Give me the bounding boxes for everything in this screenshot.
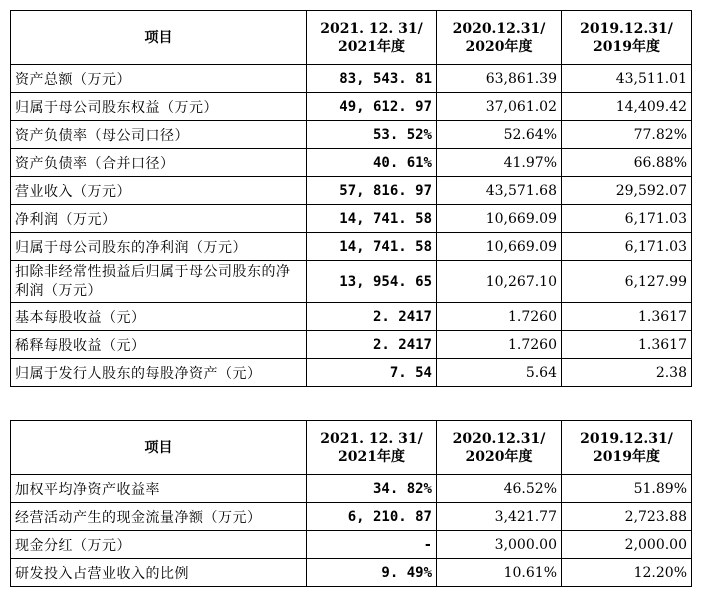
value-2020: 10,669.09 (437, 233, 562, 261)
table-row (11, 559, 692, 587)
value-2019: 2.38 (562, 359, 692, 387)
header-item: 项目 (11, 421, 307, 475)
financial-ratio-table (10, 420, 692, 587)
header-2019: 2019.12.31/ 2019年度 (562, 11, 692, 65)
value-2020: 10,669.09 (437, 205, 562, 233)
value-2021: 53. 52% (307, 121, 437, 149)
value-2021: 57, 816. 97 (307, 177, 437, 205)
value-2019: 12.20% (562, 559, 692, 587)
row-label: 基本每股收益（元） (11, 303, 307, 331)
value-2021: 13, 954. 65 (307, 261, 437, 303)
value-2019: 43,511.01 (562, 65, 692, 93)
value-2019: 51.89% (562, 475, 692, 503)
table-row (11, 149, 692, 177)
row-label: 归属于发行人股东的每股净资产（元） (11, 359, 307, 387)
header-item: 项目 (11, 11, 307, 65)
financial-summary-table (10, 10, 692, 387)
table-row (11, 261, 692, 303)
value-2020: 10,267.10 (437, 261, 562, 303)
row-label: 归属于母公司股东的净利润（万元） (11, 233, 307, 261)
value-2021: 40. 61% (307, 149, 437, 177)
row-label: 资产总额（万元） (11, 65, 307, 93)
value-2021: 2. 2417 (307, 303, 437, 331)
row-label: 资产负债率（母公司口径） (11, 121, 307, 149)
header-2020: 2020.12.31/ 2020年度 (437, 11, 562, 65)
value-2021: 14, 741. 58 (307, 233, 437, 261)
value-2019: 6,171.03 (562, 205, 692, 233)
value-2019: 6,171.03 (562, 233, 692, 261)
value-2021: 34. 82% (307, 475, 437, 503)
value-2019: 1.3617 (562, 331, 692, 359)
table-row (11, 121, 692, 149)
value-2020: 5.64 (437, 359, 562, 387)
table-row (11, 531, 692, 559)
value-2019: 77.82% (562, 121, 692, 149)
row-label: 研发投入占营业收入的比例 (11, 559, 307, 587)
value-2019: 29,592.07 (562, 177, 692, 205)
value-2021: 83, 543. 81 (307, 65, 437, 93)
value-2020: 43,571.68 (437, 177, 562, 205)
table-header-row (11, 11, 692, 65)
table-row (11, 303, 692, 331)
table-row (11, 359, 692, 387)
table-row (11, 233, 692, 261)
value-2021: 14, 741. 58 (307, 205, 437, 233)
value-2019: 2,000.00 (562, 531, 692, 559)
value-2020: 46.52% (437, 475, 562, 503)
table-row (11, 475, 692, 503)
value-2020: 3,000.00 (437, 531, 562, 559)
value-2020: 52.64% (437, 121, 562, 149)
value-2019: 6,127.99 (562, 261, 692, 303)
value-2021: 6, 210. 87 (307, 503, 437, 531)
table-row (11, 93, 692, 121)
row-label: 现金分红（万元） (11, 531, 307, 559)
value-2020: 10.61% (437, 559, 562, 587)
row-label: 扣除非经常性损益后归属于母公司股东的净利润（万元） (11, 261, 307, 303)
value-2020: 37,061.02 (437, 93, 562, 121)
table-row (11, 65, 692, 93)
row-label: 净利润（万元） (11, 205, 307, 233)
value-2021: 9. 49% (307, 559, 437, 587)
row-label: 归属于母公司股东权益（万元） (11, 93, 307, 121)
table-row (11, 205, 692, 233)
value-2020: 41.97% (437, 149, 562, 177)
value-2019: 1.3617 (562, 303, 692, 331)
table-row (11, 177, 692, 205)
value-2019: 2,723.88 (562, 503, 692, 531)
value-2020: 3,421.77 (437, 503, 562, 531)
value-2020: 63,861.39 (437, 65, 562, 93)
value-2021: 2. 2417 (307, 331, 437, 359)
header-2021: 2021. 12. 31/ 2021年度 (307, 421, 437, 475)
table-row (11, 503, 692, 531)
value-2019: 14,409.42 (562, 93, 692, 121)
row-label: 稀释每股收益（元） (11, 331, 307, 359)
value-2021: - (307, 531, 437, 559)
table-header-row (11, 421, 692, 475)
value-2019: 66.88% (562, 149, 692, 177)
row-label: 资产负债率（合并口径） (11, 149, 307, 177)
header-2019: 2019.12.31/ 2019年度 (562, 421, 692, 475)
value-2021: 49, 612. 97 (307, 93, 437, 121)
table-row (11, 331, 692, 359)
value-2020: 1.7260 (437, 303, 562, 331)
row-label: 营业收入（万元） (11, 177, 307, 205)
header-2021: 2021. 12. 31/ 2021年度 (307, 11, 437, 65)
row-label: 经营活动产生的现金流量净额（万元） (11, 503, 307, 531)
value-2020: 1.7260 (437, 331, 562, 359)
value-2021: 7. 54 (307, 359, 437, 387)
header-2020: 2020.12.31/ 2020年度 (437, 421, 562, 475)
row-label: 加权平均净资产收益率 (11, 475, 307, 503)
